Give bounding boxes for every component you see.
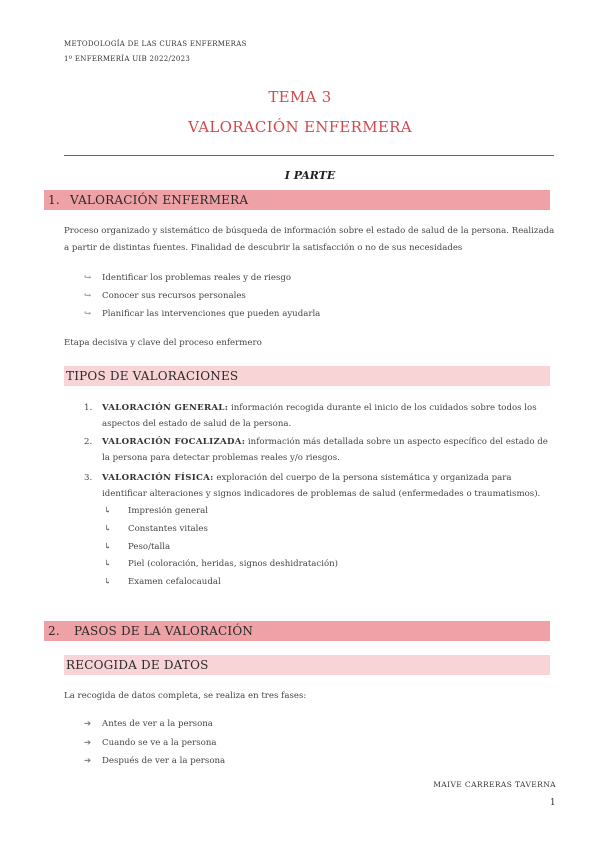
return-arrow-icon: ↳ bbox=[104, 506, 112, 516]
list-item: ↳ Constantes vitales bbox=[104, 524, 208, 534]
hook-arrow-icon: ↪ bbox=[84, 291, 92, 301]
tema-title: TEMA 3 bbox=[268, 88, 332, 106]
list-item: ↪ Identificar los problemas reales y de riesgo bbox=[84, 273, 292, 283]
section-2-heading bbox=[44, 621, 550, 641]
section-1-title: VALORACIÓN ENFERMERA bbox=[70, 193, 249, 207]
list-item: ↳ Piel (coloración, heridas, signos deshidratación) bbox=[104, 559, 339, 569]
tipos-heading bbox=[64, 366, 550, 386]
recogida-title: RECOGIDA DE DATOS bbox=[66, 658, 209, 672]
arrow-right-icon: ➔ bbox=[84, 738, 92, 748]
section-1-note: Etapa decisiva y clave del proceso enfermero bbox=[64, 338, 262, 348]
arrow-right-icon: ➔ bbox=[84, 719, 92, 729]
section-2-title: PASOS DE LA VALORACIÓN bbox=[74, 624, 254, 638]
return-arrow-icon: ↳ bbox=[104, 559, 112, 569]
hook-arrow-icon: ↪ bbox=[84, 273, 92, 283]
part-label: I PARTE bbox=[284, 169, 336, 182]
section-2-paragraph: La recogida de datos completa, se realiza en tres fases: bbox=[64, 691, 307, 701]
document-title: VALORACIÓN ENFERMERA bbox=[188, 118, 412, 136]
header-year: 1º ENFERMERÍA UIB 2022/2023 bbox=[64, 55, 191, 63]
list-item: ↪ Conocer sus recursos personales bbox=[84, 291, 246, 301]
page-number: 1 bbox=[549, 798, 556, 808]
section-2-number: 2. bbox=[48, 624, 60, 638]
list-item: ↳ Examen cefalocaudal bbox=[104, 577, 221, 587]
title-divider bbox=[64, 155, 554, 156]
return-arrow-icon: ↳ bbox=[104, 577, 112, 587]
return-arrow-icon: ↳ bbox=[104, 524, 112, 534]
section-1-number: 1. bbox=[48, 193, 60, 207]
list-item: ➔ Después de ver a la persona bbox=[84, 756, 226, 766]
list-item: ➔ Cuando se ve a la persona bbox=[84, 738, 217, 748]
tipos-item-3: 3. VALORACIÓN FÍSICA: exploración del cuerpo de la persona sistemática y organizada para identificar alteraciones y signos indicadores de problemas de salud (enfermedades o traumatismos). bbox=[84, 473, 541, 499]
hook-arrow-icon: ↪ bbox=[84, 309, 92, 319]
tipos-title: TIPOS DE VALORACIONES bbox=[66, 369, 239, 383]
tipos-item-1: 1. VALORACIÓN GENERAL: información recogida durante el inicio de los cuidados sobre todos los aspectos del estado de salud de la persona. bbox=[84, 403, 537, 429]
arrow-right-icon: ➔ bbox=[84, 756, 92, 766]
list-item: ➔ Antes de ver a la persona bbox=[84, 719, 213, 729]
section-1-paragraph: Proceso organizado y sistemático de búsqueda de información sobre el estado de salud de la persona. Realizada a partir de distintas fuentes. Finalidad de descubrir la satisfacción o no de sus necesidades bbox=[64, 226, 555, 253]
list-item: ↳ Peso/talla bbox=[104, 542, 171, 552]
tipos-item-2: 2. VALORACIÓN FOCALIZADA: información más detallada sobre un aspecto específico del estado de la persona para detectar problemas reales y/o riesgos. bbox=[84, 437, 548, 463]
recogida-heading bbox=[64, 655, 550, 675]
list-item: ↪ Planificar las intervenciones que pueden ayudarla bbox=[84, 309, 321, 319]
section-1-heading bbox=[44, 190, 550, 210]
return-arrow-icon: ↳ bbox=[104, 542, 112, 552]
list-item: ↳ Impresión general bbox=[104, 506, 209, 516]
footer-author: MAIVE CARRERAS TAVERNA bbox=[433, 780, 556, 789]
header-course: METODOLOGÍA DE LAS CURAS ENFERMERAS bbox=[64, 40, 247, 48]
